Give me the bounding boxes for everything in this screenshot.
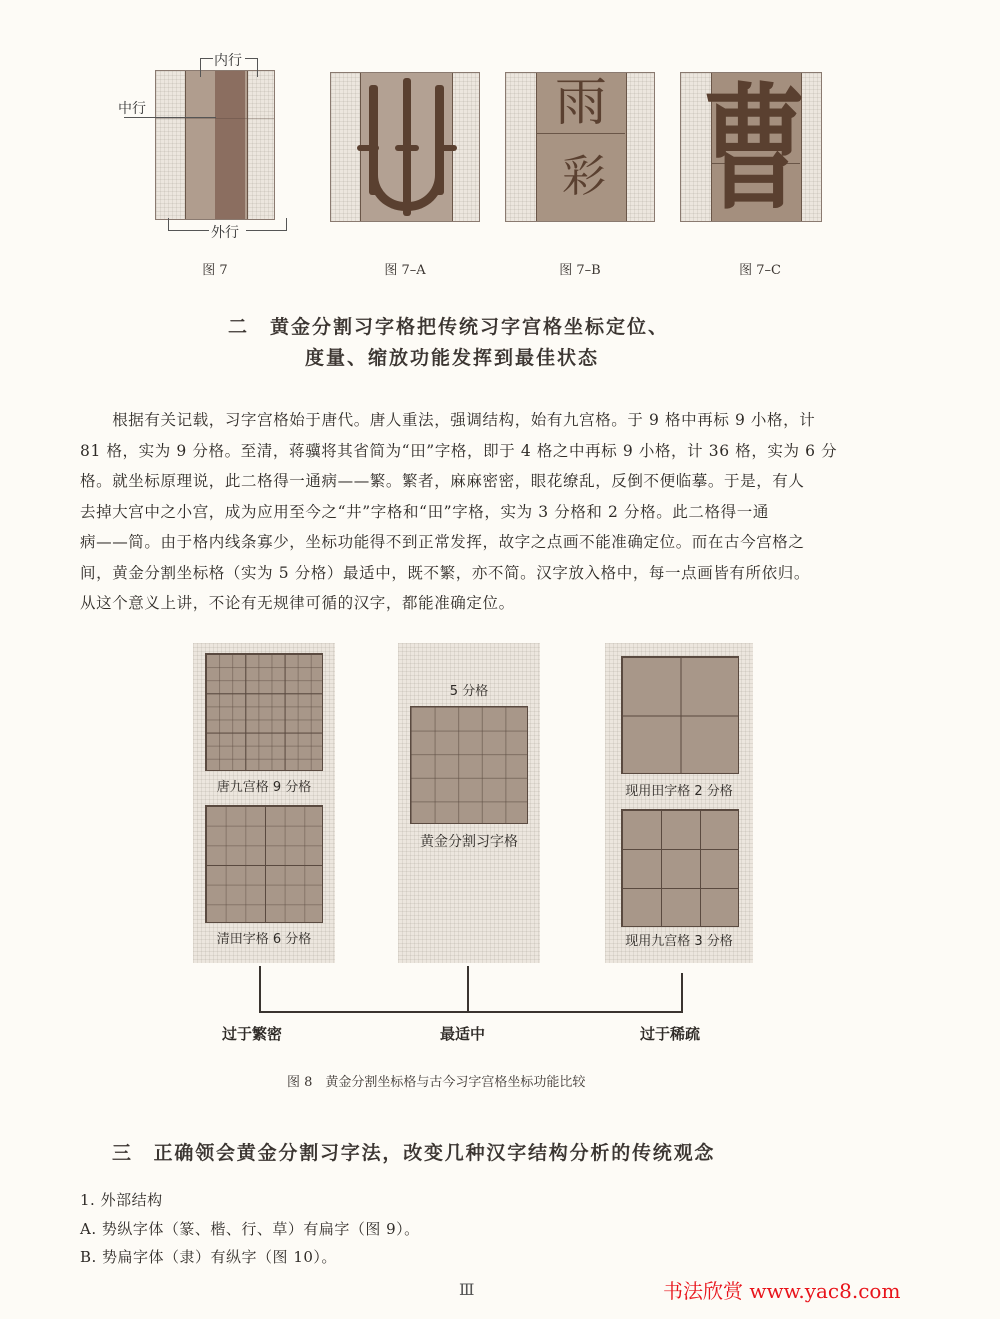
label-5-division: 5 分格 <box>449 684 489 699</box>
caption-fig7c: 图 7–C <box>739 263 781 278</box>
figure-7-grid <box>155 70 275 220</box>
brush-stroke <box>357 145 379 151</box>
leader-outer-right <box>246 218 287 231</box>
grid-2-division <box>621 656 739 774</box>
grid-3-division <box>621 809 739 927</box>
section-2-paragraph <box>80 405 920 619</box>
label-too-sparse: 过于稀疏 <box>640 1025 701 1043</box>
paragraph-line: 81 格，实为 9 分格。至清，蒋骥将其省简为“田”字格，即于 4 格之中再标 9 小格，计 36 格，实为 6 分 <box>80 441 838 460</box>
leader-middle <box>124 117 216 118</box>
grid-9-division <box>205 653 323 771</box>
list-item-a: A. 势纵字体（篆、楷、行、草）有扁字（图 9）。 <box>80 1220 420 1238</box>
section-2-heading-line1: 二 黄金分割习字格把传统习字宫格坐标定位、 <box>228 316 670 338</box>
paragraph-line: 根据有关记载，习字宫格始于唐代。唐人重法，强调结构，始有九宫格。于 9 格中再标 9 小格，计 <box>80 411 816 429</box>
paragraph-line: 格。就坐标原理说，此二格得一通病——繁。繁者，麻麻密密，眼花缭乱，反倒不便临摹。于是，有人 <box>80 472 805 490</box>
brush-stroke <box>435 145 457 151</box>
bracket-base <box>259 1011 683 1013</box>
caption-fig7b: 图 7–B <box>559 263 601 278</box>
paragraph-line: 从这个意义上讲，不论有无规律可循的汉字，都能准确定位。 <box>80 594 515 612</box>
label-inner-row: 内行 <box>214 53 242 69</box>
paragraph-line: 病——简。由于格内线条寡少，坐标功能得不到正常发挥，故字之点画不能准确定位。而在古今宫格之 <box>80 533 805 551</box>
bracket-left-leg <box>259 966 261 1012</box>
label-outer-row: 外行 <box>211 225 239 241</box>
label-jiugong-3-grid: 现用九宫格 3 分格 <box>625 934 733 949</box>
brush-stroke <box>395 145 419 151</box>
grid-5-division <box>410 706 528 824</box>
figure-7b-example <box>505 72 655 222</box>
caption-fig7a: 图 7–A <box>384 263 426 278</box>
left-panel <box>193 643 335 963</box>
label-tian-2-grid: 现用田字格 2 分格 <box>625 784 733 799</box>
page-number: Ⅲ <box>459 1280 475 1299</box>
leader-outer <box>168 218 209 231</box>
leader-inner-right <box>245 58 258 77</box>
label-optimal: 最适中 <box>440 1025 486 1043</box>
middle-line <box>156 118 274 119</box>
list-item-b: B. 势扁字体（隶）有纵字（图 10）。 <box>80 1248 337 1266</box>
figure-7c-example <box>680 69 822 229</box>
inner-column <box>215 71 245 219</box>
caption-fig7: 图 7 <box>202 263 228 278</box>
right-panel <box>605 643 753 963</box>
section-3-heading: 三 正确领会黄金分割习字法，改变几种汉字结构分析的传统观念 <box>112 1142 716 1164</box>
grid-6-division <box>205 805 323 923</box>
calligraphy-character: 曹 <box>701 69 806 229</box>
seal-character-lower: 彩 <box>562 151 600 202</box>
figure-7a-example <box>330 72 480 222</box>
paragraph-line: 间，黄金分割坐标格（实为 5 分格）最适中，既不繁，亦不简。汉字放入格中，每一点画皆有所依归。 <box>80 563 810 582</box>
middle-panel <box>398 643 540 963</box>
label-golden-grid: 黄金分割习字格 <box>420 834 518 850</box>
section-2-heading-line2: 度量、缩放功能发挥到最佳状态 <box>305 347 600 369</box>
label-tang-9-grid: 唐九宫格 9 分格 <box>216 780 312 795</box>
label-qing-6-grid: 清田字格 6 分格 <box>216 932 312 947</box>
paragraph-line: 去掉大宫中之小宫，成为应用至今之“井”字格和“田”字格，实为 3 分格和 2 分格。此二格得一通 <box>80 502 769 521</box>
leader-inner <box>200 58 213 77</box>
list-item-external-structure: 1. 外部结构 <box>80 1191 163 1209</box>
bracket-right-leg <box>681 973 683 1012</box>
seal-character-upper: 雨 <box>554 73 607 133</box>
watermark: 书法欣赏 www.yac8.com <box>663 1279 901 1303</box>
bracket-middle-leg <box>467 966 469 1012</box>
caption-fig8: 图 8 黄金分割坐标格与古今习字宫格坐标功能比较 <box>287 1075 586 1090</box>
label-middle-row: 中行 <box>118 101 146 117</box>
split-line <box>536 133 625 134</box>
label-too-dense: 过于繁密 <box>222 1025 283 1043</box>
